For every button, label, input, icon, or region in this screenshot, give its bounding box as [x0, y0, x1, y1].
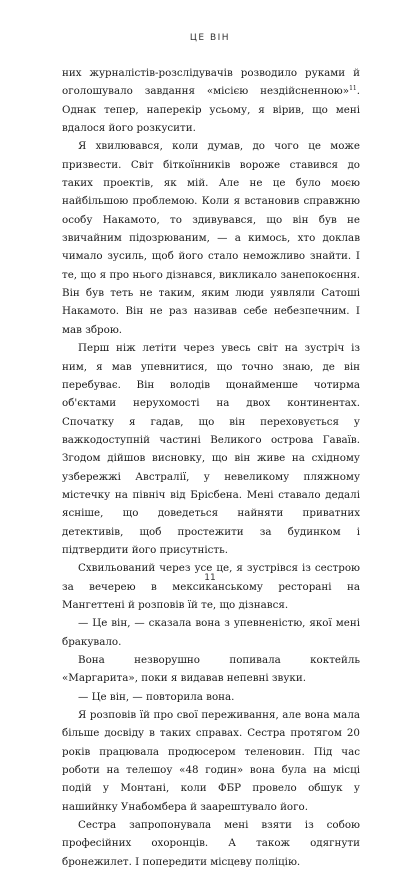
paragraph-text-continued: . Однак тепер, наперекір усьому, я вірив, що мені вдалося його розкусити. [62, 85, 360, 135]
paragraph-continued [62, 64, 360, 137]
paragraph: Сестра запропонувала мені взяти із собою професійних охоронців. А також одягнути бронежилет. І попередити місцеву поліцію. [62, 819, 360, 868]
paragraph: Схвильований через усе це, я зустрівся із сестрою за вечерею в мексиканському ресторані на Мангеттені й розповів їй те, що дізнався. [62, 562, 360, 611]
paragraph-text: них журналістів-розслідувачів розводило руками й оголошувало завдання «місією нездійсненною» [62, 67, 360, 98]
paragraph: Я розповів їй про свої переживання, але вона мала більше досвіду в таких справах. Сестра протягом 20 років працювала продюсером теленовин. Під час роботи на телешоу «48 годин» вона була на місці подій у Монтані, коли ФБР провело обшук у нашийнку Унабомбера й заарештувало його. [62, 709, 360, 813]
running-title: ЦЕ ВІН [189, 33, 231, 43]
page-number: 11 [204, 573, 216, 583]
footnote-marker[interactable]: 11 [349, 85, 357, 93]
dialogue-line: — Це він, — сказала вона з упевненістю, якої мені бракувало. [62, 617, 360, 648]
body-text [62, 64, 360, 871]
paragraph: Я хвилювався, коли думав, до чого це може призвести. Світ біткоїнників вороже ставився до таких проектів, як мій. Але не це було моєю найбільшою проблемою. Коли я встановив справжню особу Накамото, то здивувався, що він був не звичайним підозрюваним, — а кимось, хто доклав чимало зусиль, щоб його стало неможливо знайти. І те, що я про нього дізнався, викликало занепокоєння. Він був теть не таким, яким люди уявляли Сатоші Накамото. Він не раз називав себе небезпечним. І мав зброю. [62, 140, 360, 336]
dialogue-line: — Це він, — повторила вона. [78, 690, 235, 703]
paragraph: Вона незворушно попивала коктейль «Маргарита», поки я видавав непевні звуки. [62, 654, 360, 685]
paragraph: Перш ніж летіти через увесь світ на зустріч із ним, я мав упевнитися, що точно знаю, де він перебуває. Він володів щонайменше чотирма об'єктами нерухомості на двох континентах. Спочатку я гадав, що він переховується у важкодоступній частині Великого острова Гаваїв. Згодом дійшов висновку, що він живе на східному узбережжі Австралії, у невеликому пляжному містечку на північ від Брісбена. Мені ставало дедалі ясніше, що доведеться найняти приватних детективів, щоб простежити за будинком і підтвердити його присутність. [62, 342, 360, 556]
